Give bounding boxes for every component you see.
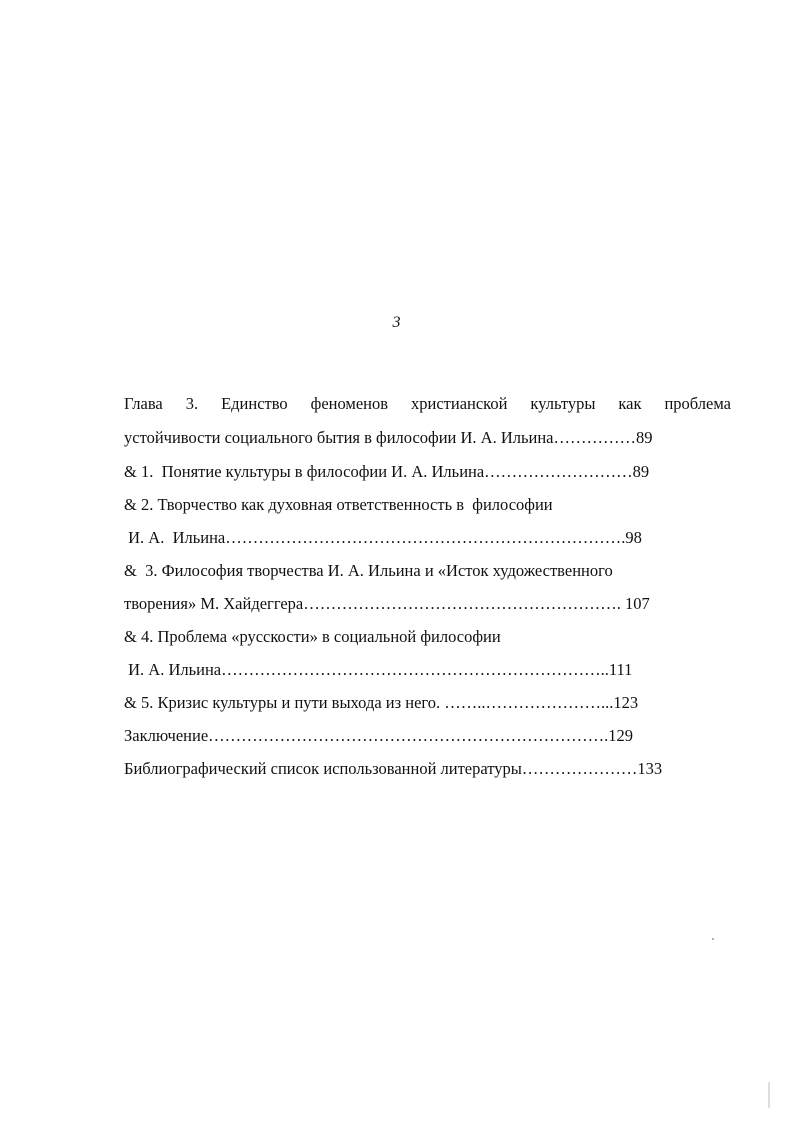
toc-section-1: & 1. Понятие культуры в философии И. А. Ильина………………………89 [124, 462, 650, 481]
page-number: 3 [392, 314, 401, 331]
toc-conclusion: Заключение……………………………………………………………….129 [124, 726, 634, 745]
toc-section-4-line-2: И. А. Ильина……………………………………………………………..111 [124, 660, 633, 679]
toc-section-2-line-2: И. А. Ильина……………………………………………………………….98 [124, 528, 642, 547]
toc-section-2-line-1: & 2. Творчество как духовная ответственность в философии [124, 495, 553, 514]
toc-section-3-line-2: творения» М. Хайдеггера…………………………………………………. 107 [124, 594, 650, 613]
toc-chapter-3-title-line-1: Глава 3. Единство феноменов христианской культуры как проблема [124, 394, 731, 413]
toc-chapter-3-title-line-2: устойчивости социального бытия в философии И. А. Ильина……………89 [124, 428, 653, 447]
scan-edge-mark [768, 1082, 770, 1108]
toc-section-5: & 5. Кризис культуры и пути выхода из него. ……..…………………...123 [124, 693, 639, 712]
scan-speck [712, 938, 714, 940]
toc-section-4-line-1: & 4. Проблема «русскости» в социальной философии [124, 627, 501, 646]
toc-bibliography: Библиографический список использованной литературы…………………133 [124, 759, 663, 778]
toc-section-3-line-1: & 3. Философия творчества И. А. Ильина и «Исток художественного [124, 561, 613, 580]
